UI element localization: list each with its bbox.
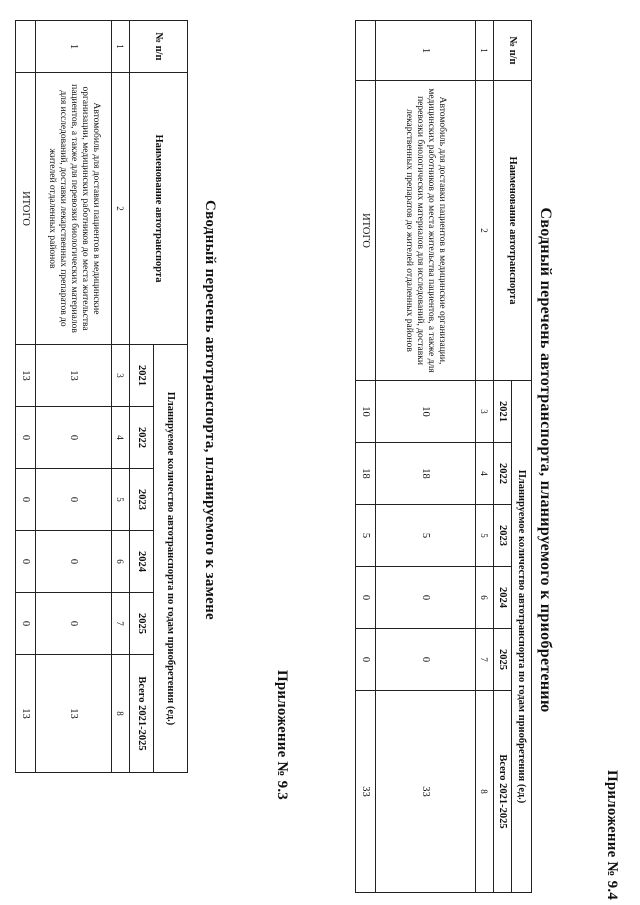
total-row: [16, 21, 36, 773]
header-year: 2024: [130, 531, 154, 593]
total-num-empty: [356, 21, 376, 81]
col-index: 3: [112, 345, 130, 407]
total-year-value: 0: [16, 531, 36, 593]
col-index: 3: [476, 381, 494, 443]
year-value: 0: [36, 469, 112, 531]
year-value: 5: [376, 505, 476, 567]
total-year-value: 5: [356, 505, 376, 567]
appendix-9-3-section: [20, 20, 290, 800]
appendix-9-4-section: [360, 20, 620, 900]
header-num: № п/п: [130, 21, 188, 73]
total-year-value: 0: [356, 629, 376, 691]
col-index: 6: [476, 567, 494, 629]
vehicle-table: [355, 20, 532, 893]
total-year-value: 10: [356, 381, 376, 443]
total-label: ИТОГО: [16, 73, 36, 345]
header-year: 2022: [494, 443, 512, 505]
row-num: 1: [376, 21, 476, 81]
row-total: 13: [36, 655, 112, 773]
col-index: 4: [476, 443, 494, 505]
col-index: 7: [476, 629, 494, 691]
vehicle-name: Автомобиль для доставки пациентов в медицинские организации, медицинских работников до места жительства пациентов, а также для перевозки биологических материалов для исследований, доставки лекарственных препаратов до жителей отдаленных районов: [376, 81, 476, 381]
col-index: 8: [476, 691, 494, 893]
col-index: 8: [112, 655, 130, 773]
appendix-heading: Приложение № 9.4: [604, 770, 620, 900]
header-year: 2024: [494, 567, 512, 629]
header-year: 2023: [494, 505, 512, 567]
total-year-value: 0: [16, 593, 36, 655]
vehicle-table: [15, 20, 188, 773]
table-title: Сводный перечень автотранспорта, планируемого к приобретению: [537, 207, 554, 713]
year-value: 0: [376, 567, 476, 629]
header-year: 2021: [130, 345, 154, 407]
col-index: 7: [112, 593, 130, 655]
header-year: 2021: [494, 381, 512, 443]
col-index: 2: [476, 81, 494, 381]
appendix-heading: Приложение № 9.3: [274, 670, 290, 800]
row-num: 1: [36, 21, 112, 73]
col-index: 1: [112, 21, 130, 73]
header-name: Наименование автотранспорта: [130, 73, 188, 345]
total-year-value: 13: [16, 345, 36, 407]
col-index: 2: [112, 73, 130, 345]
header-num: № п/п: [494, 21, 532, 81]
total-year-value: 0: [16, 469, 36, 531]
col-index: 6: [112, 531, 130, 593]
grand-total: 33: [356, 691, 376, 893]
header-year: 2025: [494, 629, 512, 691]
table-title: Сводный перечень автотранспорта, планируемого к замене: [202, 199, 218, 621]
header-total: Всего 2021-2025: [130, 655, 154, 773]
header-year: 2022: [130, 407, 154, 469]
grand-total: 13: [16, 655, 36, 773]
total-year-value: 0: [356, 567, 376, 629]
total-label: ИТОГО: [356, 81, 376, 381]
year-value: 0: [36, 593, 112, 655]
year-value: 0: [376, 629, 476, 691]
total-row: [356, 21, 376, 893]
table-row: [376, 21, 476, 893]
col-index: 5: [112, 469, 130, 531]
header-planned: Планируемое количество автотранспорта по годам приобретения (ед.): [512, 381, 532, 893]
total-year-value: 0: [16, 407, 36, 469]
column-index-row: [112, 21, 130, 773]
header-planned: Планируемое количество автотранспорта по годам приобретения (ед.): [154, 345, 188, 773]
total-num-empty: [16, 21, 36, 73]
header-year: 2025: [130, 593, 154, 655]
col-index: 5: [476, 505, 494, 567]
header-year: 2023: [130, 469, 154, 531]
header-name: Наименование автотранспорта: [494, 81, 532, 381]
row-total: 33: [376, 691, 476, 893]
year-value: 18: [376, 443, 476, 505]
year-value: 0: [36, 531, 112, 593]
year-value: 0: [36, 407, 112, 469]
total-year-value: 18: [356, 443, 376, 505]
header-total: Всего 2021-2025: [494, 691, 512, 893]
year-value: 10: [376, 381, 476, 443]
col-index: 1: [476, 21, 494, 81]
column-index-row: [476, 21, 494, 893]
vehicle-name: Автомобиль для доставки пациентов в медицинские организации, медицинских работников до места жительства пациентов, а также для перевозки биологических материалов для исследований, доставки лекарственных препаратов до жителей отдаленных районов: [36, 73, 112, 345]
col-index: 4: [112, 407, 130, 469]
year-value: 13: [36, 345, 112, 407]
table-row: [36, 21, 112, 773]
